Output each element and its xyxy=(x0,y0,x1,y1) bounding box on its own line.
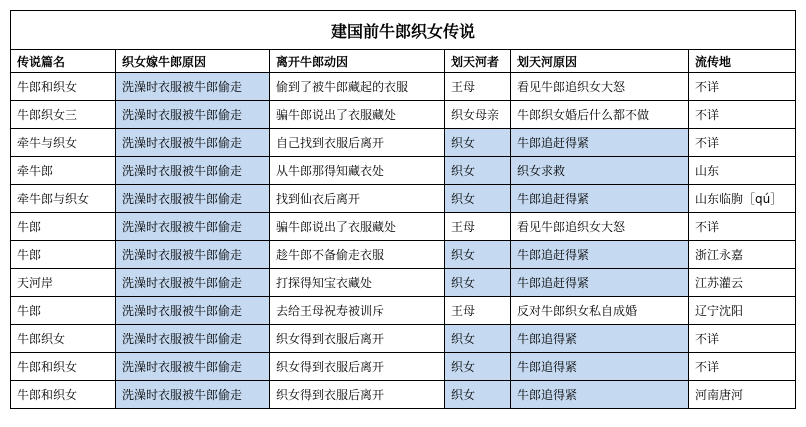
table-row xyxy=(11,213,796,241)
table-row xyxy=(11,353,796,381)
legend-table xyxy=(10,10,796,409)
table-cell: 织女 xyxy=(445,325,511,353)
column-header: 划天河者 xyxy=(445,50,511,73)
table-cell: 牵牛郎与织女 xyxy=(11,185,116,213)
table-cell: 牛郎追赶得紧 xyxy=(511,269,689,297)
table-cell: 去给王母祝寿被训斥 xyxy=(270,297,445,325)
table-cell: 牛郎 xyxy=(11,213,116,241)
table-cell: 洗澡时衣服被牛郎偷走 xyxy=(116,381,270,409)
table-cell: 织女母亲 xyxy=(445,101,511,129)
table-cell: 洗澡时衣服被牛郎偷走 xyxy=(116,101,270,129)
table-cell: 织女得到衣服后离开 xyxy=(270,353,445,381)
column-header: 传说篇名 xyxy=(11,50,116,73)
table-cell: 不详 xyxy=(689,129,796,157)
table-row xyxy=(11,297,796,325)
table-cell: 织女 xyxy=(445,353,511,381)
table-cell: 洗澡时衣服被牛郎偷走 xyxy=(116,157,270,185)
table-cell: 找到仙衣后离开 xyxy=(270,185,445,213)
table-cell: 浙江永嘉 xyxy=(689,241,796,269)
table-cell: 山东 xyxy=(689,157,796,185)
table-cell: 牛郎追得紧 xyxy=(511,353,689,381)
table-cell: 织女 xyxy=(445,241,511,269)
table-cell: 不详 xyxy=(689,73,796,101)
table-cell: 牛郎追赶得紧 xyxy=(511,185,689,213)
table-cell: 天河岸 xyxy=(11,269,116,297)
table-cell: 织女 xyxy=(445,269,511,297)
table-cell: 打探得知宝衣藏处 xyxy=(270,269,445,297)
table-cell: 看见牛郎追织女大怒 xyxy=(511,213,689,241)
header-row xyxy=(11,50,796,73)
table-row xyxy=(11,185,796,213)
table-cell: 牛郎追赶得紧 xyxy=(511,129,689,157)
table-cell: 不详 xyxy=(689,213,796,241)
table-row xyxy=(11,325,796,353)
table-cell: 反对牛郎织女私自成婚 xyxy=(511,297,689,325)
table-cell: 织女 xyxy=(445,129,511,157)
table-cell: 洗澡时衣服被牛郎偷走 xyxy=(116,353,270,381)
table-cell: 牛郎 xyxy=(11,297,116,325)
title-row xyxy=(11,11,796,50)
table-cell: 牛郎追得紧 xyxy=(511,381,689,409)
table-cell: 牵牛郎 xyxy=(11,157,116,185)
table-cell: 织女 xyxy=(445,185,511,213)
table-cell: 织女得到衣服后离开 xyxy=(270,381,445,409)
table-cell: 自己找到衣服后离开 xyxy=(270,129,445,157)
table-cell: 偷到了被牛郎藏起的衣服 xyxy=(270,73,445,101)
table-cell: 牛郎 xyxy=(11,241,116,269)
table-cell: 王母 xyxy=(445,213,511,241)
table-cell: 江苏灌云 xyxy=(689,269,796,297)
table-cell: 洗澡时衣服被牛郎偷走 xyxy=(116,73,270,101)
table-cell: 河南唐河 xyxy=(689,381,796,409)
table-cell: 趁牛郎不备偷走衣服 xyxy=(270,241,445,269)
table-title: 建国前牛郎织女传说 xyxy=(11,11,796,50)
column-header: 流传地 xyxy=(689,50,796,73)
column-header: 离开牛郎动因 xyxy=(270,50,445,73)
table-cell: 牛郎和织女 xyxy=(11,381,116,409)
table-cell: 织女得到衣服后离开 xyxy=(270,325,445,353)
table-cell: 骗牛郎说出了衣服藏处 xyxy=(270,101,445,129)
table-cell: 不详 xyxy=(689,353,796,381)
column-header: 划天河原因 xyxy=(511,50,689,73)
table-cell: 王母 xyxy=(445,297,511,325)
table-cell: 牛郎织女婚后什么都不做 xyxy=(511,101,689,129)
table-cell: 辽宁沈阳 xyxy=(689,297,796,325)
table-cell: 洗澡时衣服被牛郎偷走 xyxy=(116,297,270,325)
table-row xyxy=(11,269,796,297)
table-cell: 洗澡时衣服被牛郎偷走 xyxy=(116,129,270,157)
table-cell: 山东临朐［qú］ xyxy=(689,185,796,213)
table-cell: 牛郎追赶得紧 xyxy=(511,241,689,269)
table-cell: 织女求救 xyxy=(511,157,689,185)
table-cell: 洗澡时衣服被牛郎偷走 xyxy=(116,241,270,269)
table-row xyxy=(11,381,796,409)
table-cell: 牛郎织女 xyxy=(11,325,116,353)
table-row xyxy=(11,157,796,185)
table-cell: 洗澡时衣服被牛郎偷走 xyxy=(116,213,270,241)
table-cell: 看见牛郎追织女大怒 xyxy=(511,73,689,101)
table-cell: 牵牛与织女 xyxy=(11,129,116,157)
table-body xyxy=(11,73,796,409)
table-row xyxy=(11,101,796,129)
table-cell: 牛郎和织女 xyxy=(11,73,116,101)
table-cell: 织女 xyxy=(445,157,511,185)
table-cell: 洗澡时衣服被牛郎偷走 xyxy=(116,269,270,297)
table-cell: 洗澡时衣服被牛郎偷走 xyxy=(116,325,270,353)
table-row xyxy=(11,241,796,269)
table-cell: 牛郎和织女 xyxy=(11,353,116,381)
table-cell: 洗澡时衣服被牛郎偷走 xyxy=(116,185,270,213)
table-cell: 织女 xyxy=(445,381,511,409)
table-cell: 骗牛郎说出了衣服藏处 xyxy=(270,213,445,241)
table-row xyxy=(11,73,796,101)
table-cell: 牛郎追得紧 xyxy=(511,325,689,353)
table-cell: 不详 xyxy=(689,325,796,353)
table-row xyxy=(11,129,796,157)
table-cell: 王母 xyxy=(445,73,511,101)
table-cell: 不详 xyxy=(689,101,796,129)
table-cell: 从牛郎那得知藏衣处 xyxy=(270,157,445,185)
table-cell: 牛郎织女三 xyxy=(11,101,116,129)
column-header: 织女嫁牛郎原因 xyxy=(116,50,270,73)
